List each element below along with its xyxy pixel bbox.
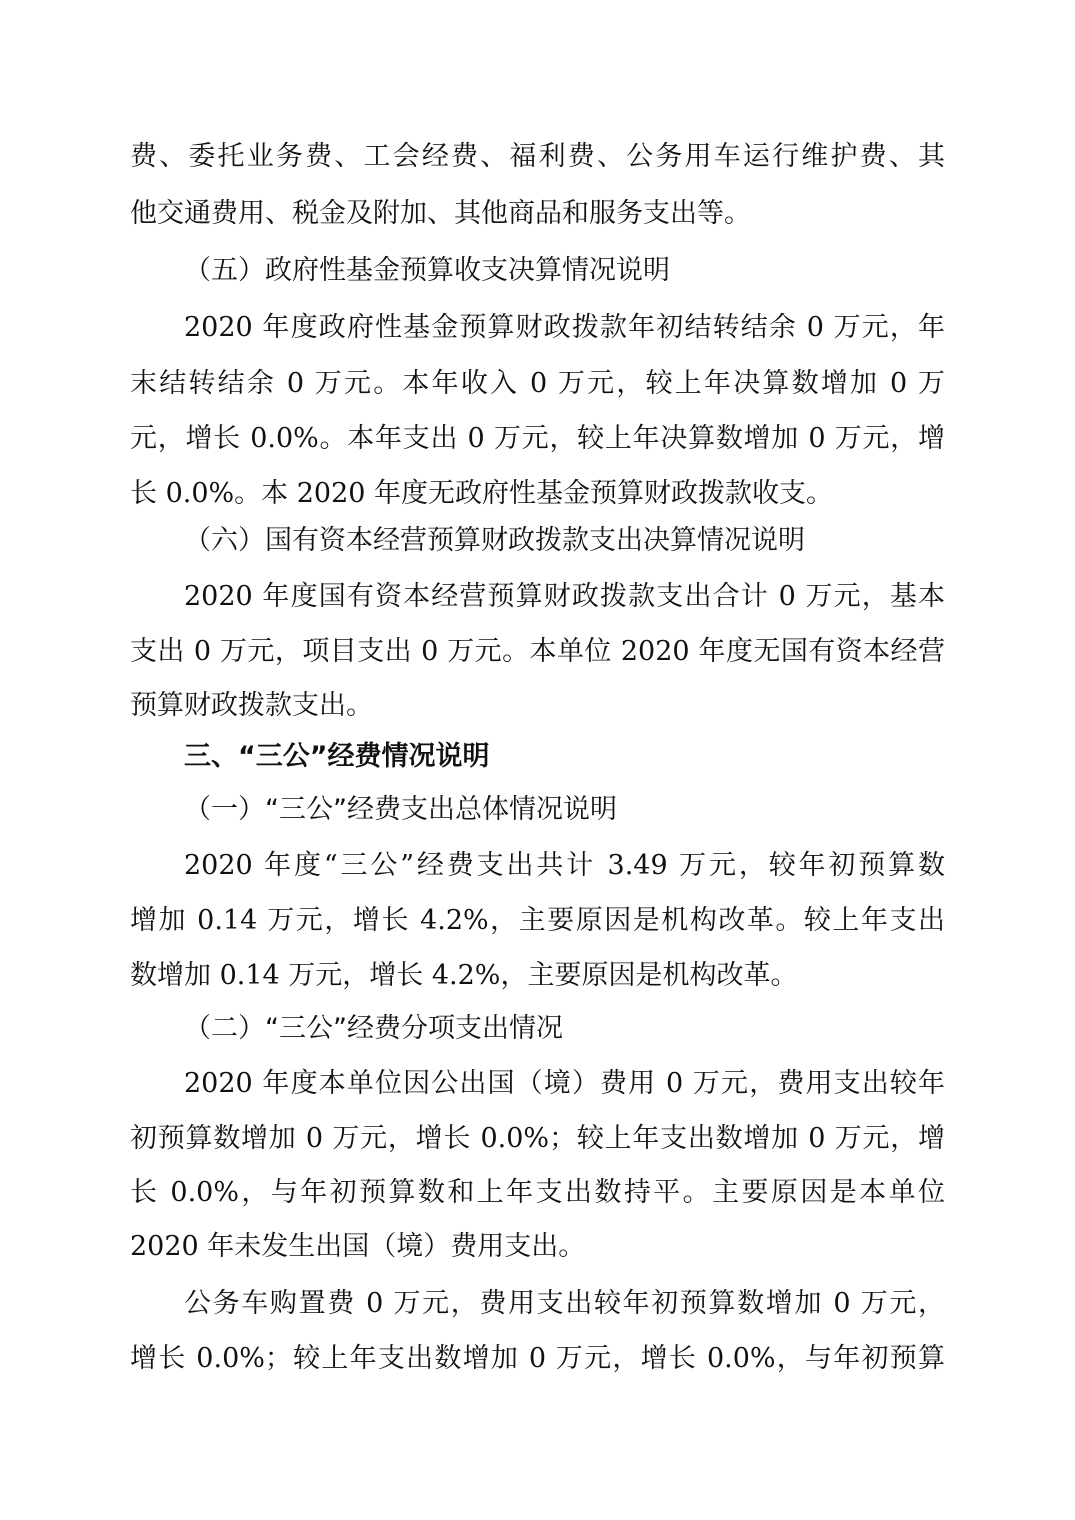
- body-text-line: 2020 年度本单位因公出国（境）费用 0 万元，费用支出较年: [184, 1068, 945, 1099]
- body-text-line: 初预算数增加 0 万元，增长 0.0%；较上年支出数增加 0 万元，增: [130, 1123, 945, 1154]
- body-text-line: 末结转结余 0 万元。本年收入 0 万元，较上年决算数增加 0 万: [130, 368, 945, 399]
- section-heading-5: （五）政府性基金预算收支决算情况说明: [184, 255, 670, 286]
- body-text-line: 长 0.0%。本 2020 年度无政府性基金预算财政拨款收支。: [130, 478, 834, 509]
- section-heading-6: （六）国有资本经营预算财政拨款支出决算情况说明: [184, 525, 805, 556]
- body-text-line: 2020 年度“三公”经费支出共计 3.49 万元，较年初预算数: [184, 850, 945, 881]
- body-text-line: 他交通费用、税金及附加、其他商品和服务支出等。: [130, 198, 751, 229]
- body-text-line: 增长 0.0%；较上年支出数增加 0 万元，增长 0.0%，与年初预算: [130, 1343, 945, 1374]
- body-text-line: 数增加 0.14 万元，增长 4.2%，主要原因是机构改革。: [130, 960, 798, 991]
- body-text-line: 2020 年度政府性基金预算财政拨款年初结转结余 0 万元，年: [184, 312, 945, 343]
- body-text-line: 预算财政拨款支出。: [130, 690, 373, 721]
- body-text-line: 长 0.0%，与年初预算数和上年支出数持平。主要原因是本单位: [130, 1177, 945, 1208]
- body-text-line: 2020 年度国有资本经营预算财政拨款支出合计 0 万元，基本: [184, 581, 945, 612]
- section-heading-2: （二）“三公”经费分项支出情况: [184, 1013, 563, 1044]
- body-text-line: 公务车购置费 0 万元，费用支出较年初预算数增加 0 万元，: [184, 1288, 945, 1319]
- body-text-line: 增加 0.14 万元，增长 4.2%，主要原因是机构改革。较上年支出: [130, 905, 945, 936]
- body-text-line: 元，增长 0.0%。本年支出 0 万元，较上年决算数增加 0 万元，增: [130, 423, 945, 454]
- chapter-heading-3: 三、“三公”经费情况说明: [184, 741, 490, 772]
- section-heading-1: （一）“三公”经费支出总体情况说明: [184, 794, 617, 825]
- body-text-line: 2020 年未发生出国（境）费用支出。: [130, 1231, 586, 1262]
- body-text-line: 费、委托业务费、工会经费、福利费、公务用车运行维护费、其: [130, 141, 945, 172]
- body-text-line: 支出 0 万元，项目支出 0 万元。本单位 2020 年度无国有资本经营: [130, 636, 945, 667]
